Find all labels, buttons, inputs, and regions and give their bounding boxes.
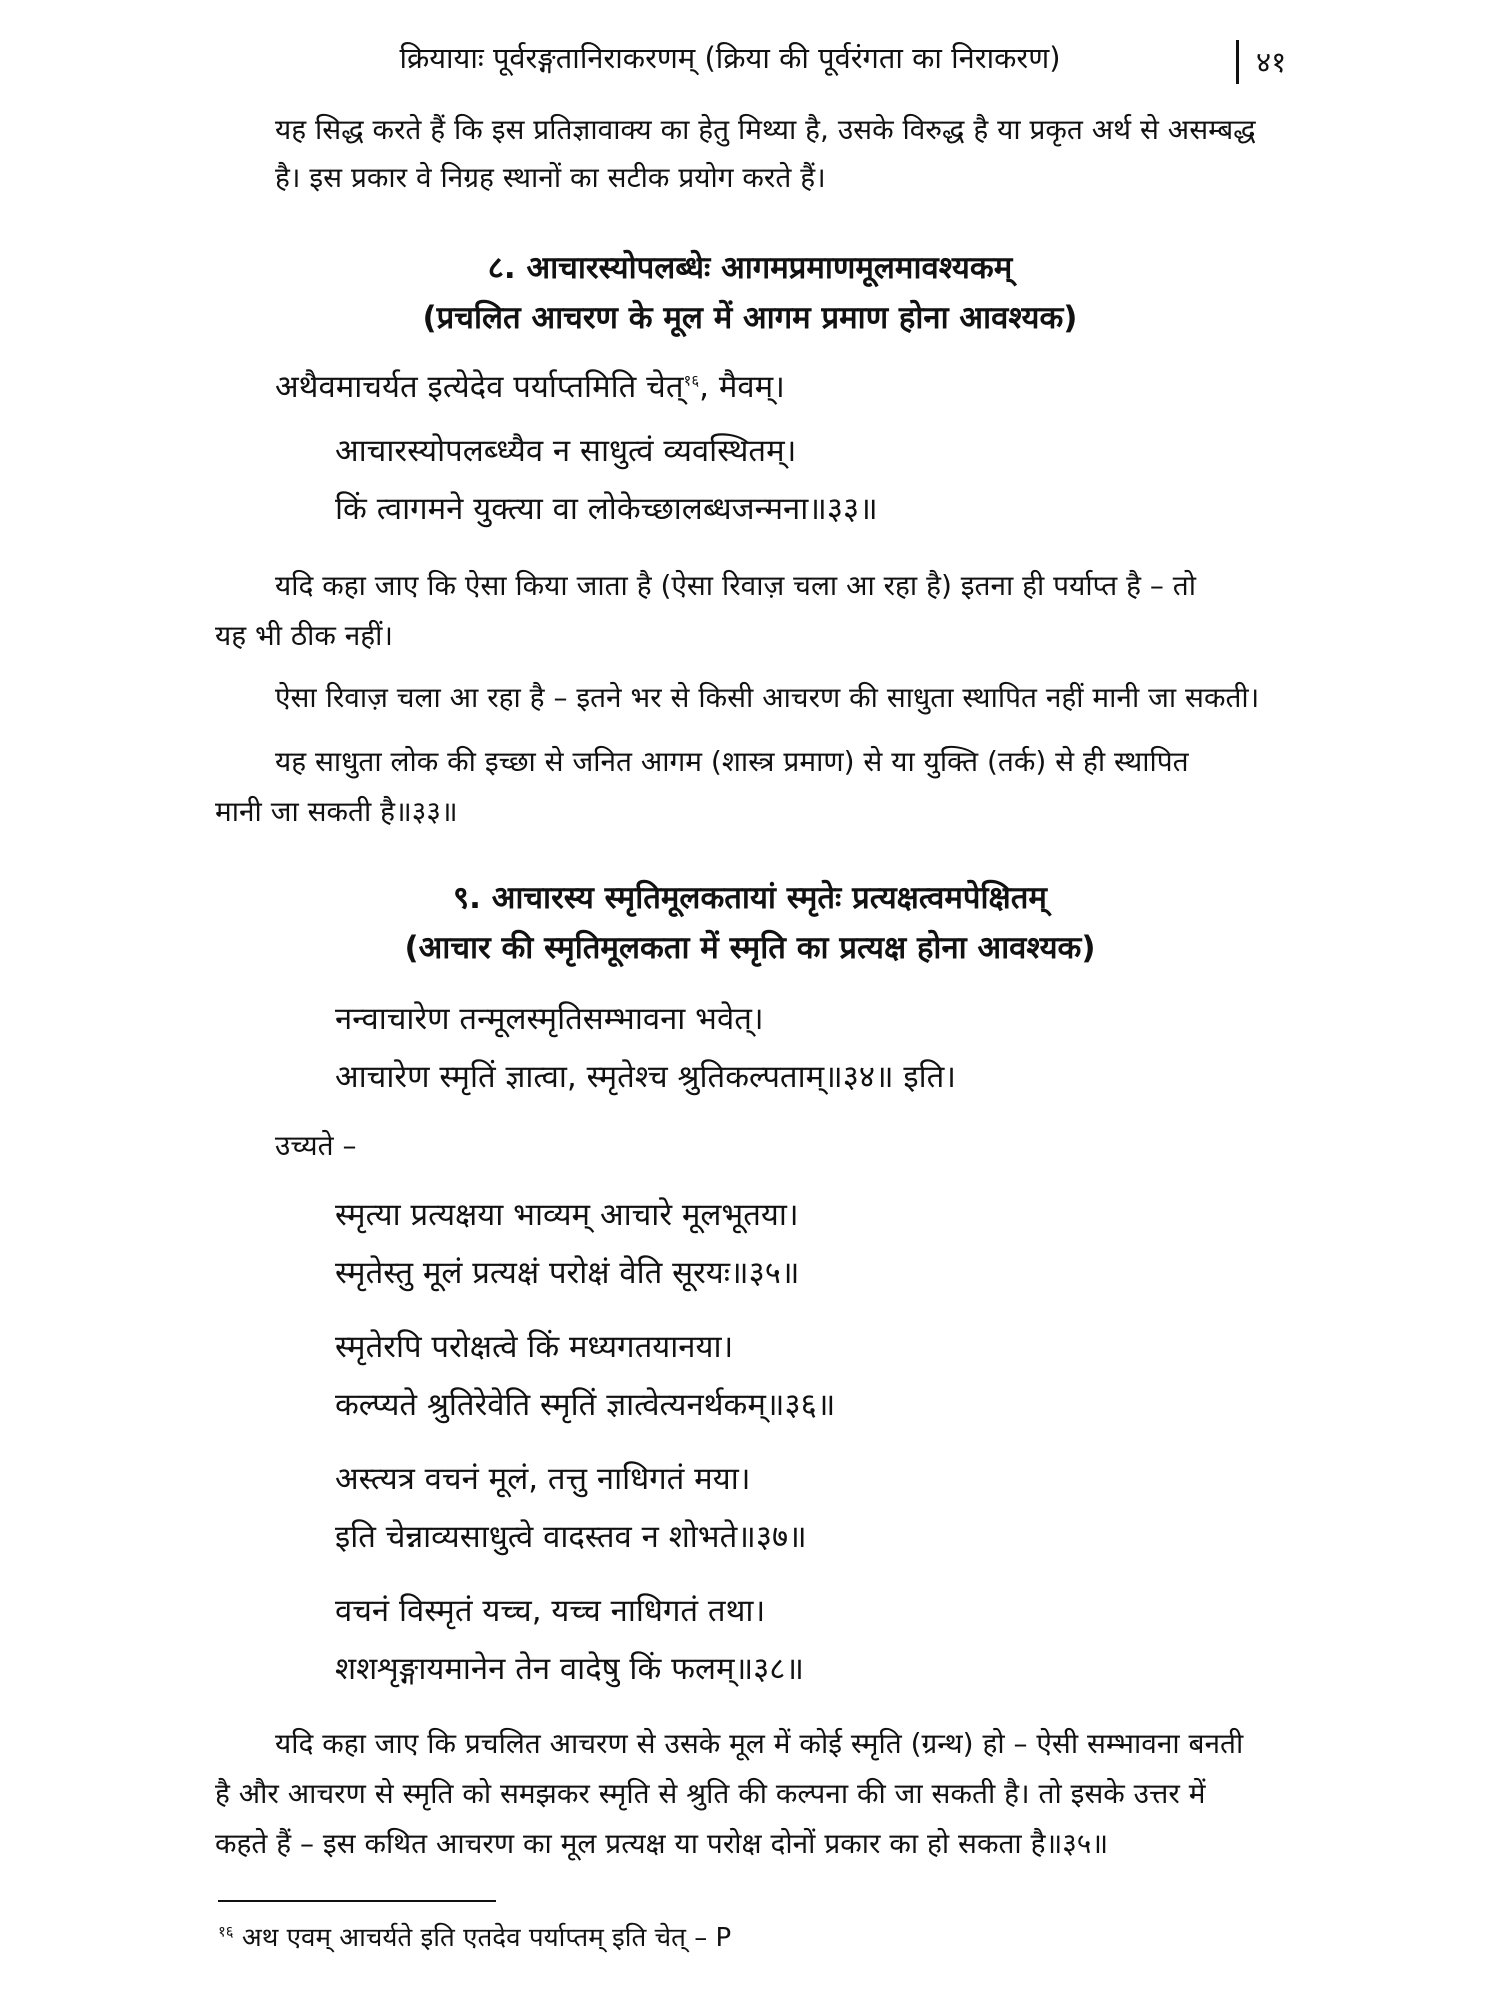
- verse-line: वचनं विस्मृतं यच्च, यच्च नाधिगतं तथा।: [335, 1593, 766, 1629]
- objection-text-end: , मैवम्।: [699, 369, 785, 405]
- objection-line: [275, 356, 785, 418]
- section-heading: ९. आचारस्य स्मृतिमूलकतायां स्मृतेः प्रत्यक्षत्वमपेक्षितम्: [453, 880, 1047, 916]
- verse-line: आचारेण स्मृतिं ज्ञात्वा, स्मृतेश्च श्रुतिकल्पताम्॥३४॥ इति।: [335, 1059, 957, 1095]
- section-subheading: (प्रचलित आचरण के मूल में आगम प्रमाण होना आवश्यक): [422, 300, 1078, 336]
- header-divider: [1236, 40, 1239, 84]
- verse-line: अस्त्यत्र वचनं मूलं, तत्तु नाधिगतं मया।: [335, 1461, 751, 1497]
- uchyate-label: उच्यते –: [275, 1129, 357, 1162]
- paragraph-line: है और आचरण से स्मृति को समझकर स्मृति से श्रुति की कल्पना की जा सकती है। तो इसके उत्तर में: [215, 1777, 1206, 1810]
- footnote-text: अथ एवम् आचर्यते इति एतदेव पर्याप्तम् इति चेत् – P: [233, 1923, 732, 1953]
- running-header-title: क्रियायाः पूर्वरङ्गतानिराकरणम् (क्रिया की पूर्वरंगता का निराकरण): [399, 41, 1061, 75]
- paragraph-line: ऐसा रिवाज़ चला आ रहा है – इतने भर से किसी आचरण की साधुता स्थापित नहीं मानी जा सकती।: [275, 681, 1260, 714]
- section-subheading: (आचार की स्मृतिमूलकता में स्मृति का प्रत्यक्ष होना आवश्यक): [404, 930, 1096, 966]
- paragraph-line: यह सिद्ध करते हैं कि इस प्रतिज्ञावाक्य का हेतु मिथ्या है, उसके विरुद्ध है या प्रकृत अर्थ से असम्बद्ध: [275, 113, 1256, 146]
- paragraph-line: यह साधुता लोक की इच्छा से जनित आगम (शास्त्र प्रमाण) से या युक्ति (तर्क) से ही स्थापित: [275, 745, 1189, 778]
- footnote-reference: १६: [683, 371, 700, 390]
- section-heading: ८. आचारस्योपलब्धेः आगमप्रमाणमूलमावश्यकम्: [487, 250, 1013, 286]
- verse-line: कल्प्यते श्रुतिरेवेति स्मृतिं ज्ञात्वेत्यनर्थकम्॥३६॥: [335, 1387, 836, 1423]
- footnote-divider: [218, 1900, 496, 1902]
- footnote-marker: १६: [218, 1922, 234, 1941]
- verse-line: स्मृतेरपि परोक्षत्वे किं मध्यगतयानया।: [335, 1329, 734, 1365]
- page-number: ४१: [1256, 45, 1287, 79]
- verse-line: आचारस्योपलब्ध्यैव न साधुत्वं व्यवस्थितम्।: [335, 433, 797, 469]
- paragraph-line: मानी जा सकती है॥३३॥: [215, 795, 458, 828]
- footnote: [218, 1918, 731, 1954]
- verse-line: किं त्वागमने युक्त्या वा लोकेच्छालब्धजन्मना॥३३॥: [335, 491, 878, 527]
- objection-text: अथैवमाचर्यत इत्येदेव पर्याप्तमिति चेत्: [275, 369, 684, 405]
- verse-line: नन्वाचारेण तन्मूलस्मृतिसम्भावना भवेत्।: [335, 1001, 764, 1037]
- paragraph-line: है। इस प्रकार वे निग्रह स्थानों का सटीक प्रयोग करते हैं।: [275, 161, 826, 194]
- paragraph-line: यदि कहा जाए कि ऐसा किया जाता है (ऐसा रिवाज़ चला आ रहा है) इतना ही पर्याप्त है – तो: [275, 569, 1196, 602]
- verse-line: शशशृङ्गायमानेन तेन वादेषु किं फलम्॥३८॥: [335, 1651, 804, 1687]
- paragraph-line: यदि कहा जाए कि प्रचलित आचरण से उसके मूल में कोई स्मृति (ग्रन्थ) हो – ऐसी सम्भावना बनती: [275, 1727, 1244, 1760]
- paragraph-line: कहते हैं – इस कथित आचरण का मूल प्रत्यक्ष या परोक्ष दोनों प्रकार का हो सकता है॥३५॥: [215, 1827, 1109, 1860]
- verse-line: इति चेन्नाव्यसाधुत्वे वादस्तव न शोभते॥३७॥: [335, 1519, 807, 1555]
- verse-line: स्मृत्या प्रत्यक्षया भाव्यम् आचारे मूलभूतया।: [335, 1197, 799, 1233]
- verse-line: स्मृतेस्तु मूलं प्रत्यक्षं परोक्षं वेति सूरयः॥३५॥: [335, 1255, 800, 1291]
- paragraph-line: यह भी ठीक नहीं।: [215, 619, 394, 652]
